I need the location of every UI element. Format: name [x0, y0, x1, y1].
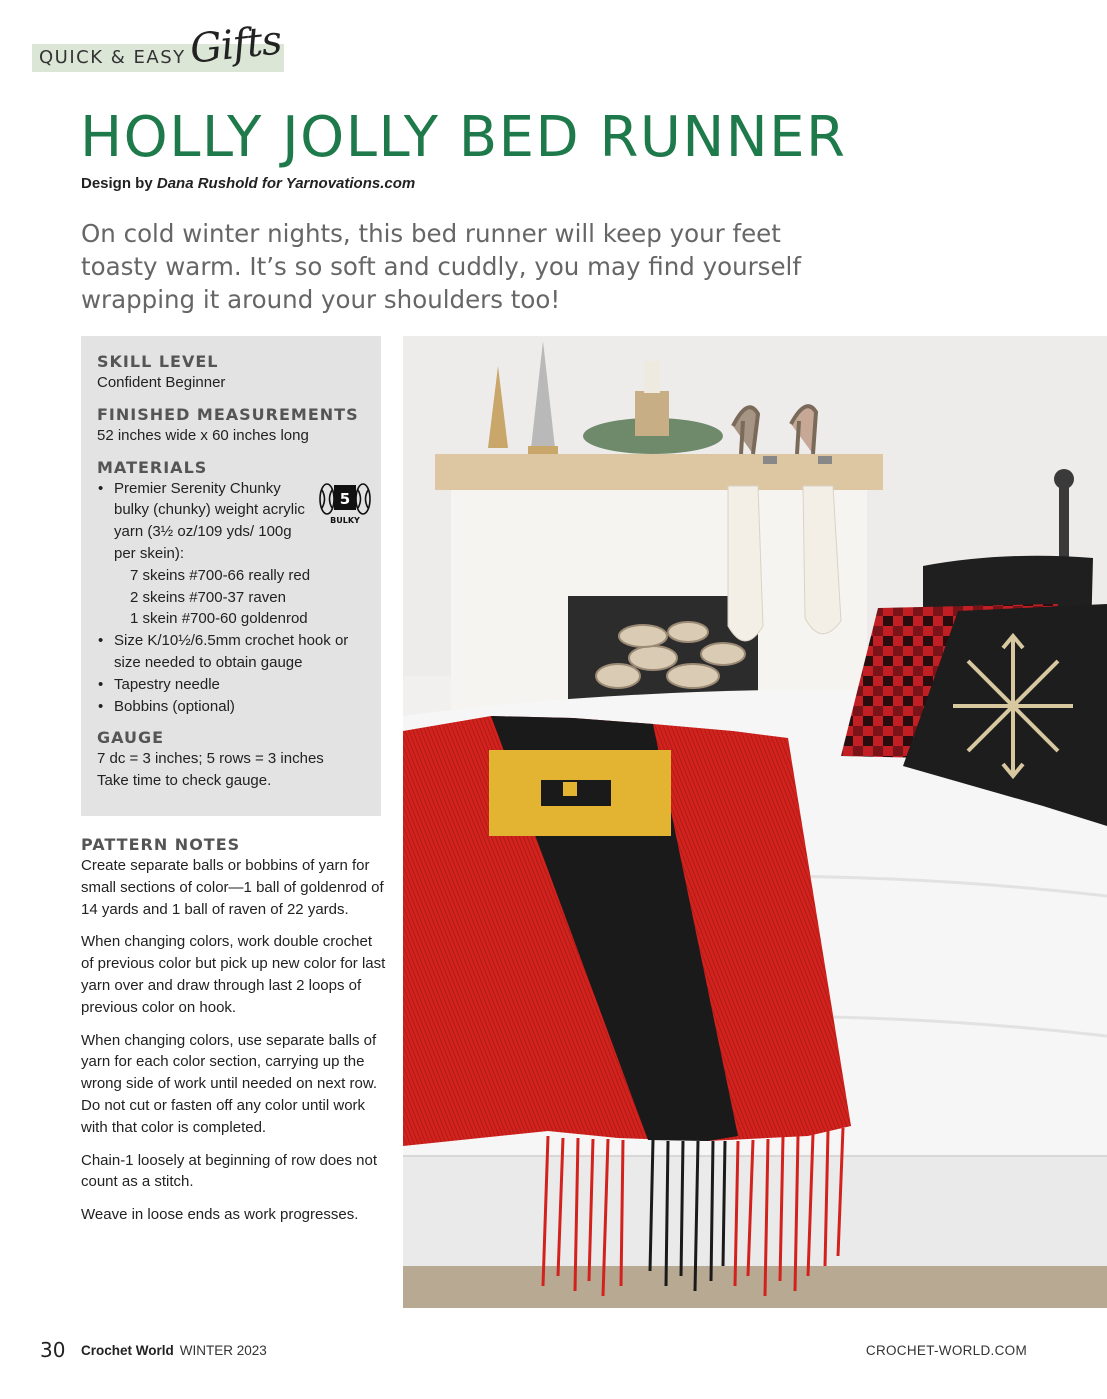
byline-prefix: Design by	[81, 175, 157, 192]
issue-label: WINTER 2023	[179, 1343, 267, 1358]
page-number: 30	[40, 1338, 66, 1362]
materials-item-yarn: • Premier Serenity Chunky bulky (chunky) weight acrylic yarn (3½ oz/109 yds/ 100g per skein):	[97, 478, 310, 565]
yarn-weight-icon	[318, 482, 372, 526]
bedroom-scene-illustration	[403, 336, 1107, 1308]
intro-paragraph: On cold winter nights, this bed runner will keep your feet toasty warm. It’s so soft and cuddly, you may find yourself wrapping it around your shoulders too!	[81, 219, 801, 314]
measurements-heading: FINISHED MEASUREMENTS	[97, 404, 359, 424]
yarn-color-line: 1 skein #700-60 goldenrod	[130, 610, 308, 628]
yarn-color-line: 2 skeins #700-37 raven	[130, 588, 286, 606]
materials-item: • Size K/10½/6.5mm crochet hook or size needed to obtain gauge	[97, 630, 377, 674]
pattern-note: Create separate balls or bobbins of yarn for small sections of color—1 ball of goldenrod of 14 yards and 1 ball of raven of 22 yards.	[81, 857, 384, 918]
skill-level-heading: SKILL LEVEL	[97, 352, 219, 371]
page-title: HOLLY JOLLY BED RUNNER	[80, 105, 847, 170]
materials-list-other	[97, 630, 377, 717]
pattern-note: Chain-1 loosely at beginning of row does not count as a stitch.	[81, 1151, 378, 1191]
materials-heading: MATERIALS	[97, 457, 208, 477]
section-tag	[32, 17, 284, 73]
pattern-note: When changing colors, work double crochet of previous color but pick up new color for last yarn over and draw through last 2 loops of previous color on hook.	[81, 933, 386, 1016]
section-tag-script: Gifts	[187, 17, 284, 73]
yarn-color-line: 7 skeins #700-66 really red	[130, 566, 311, 584]
magazine-name	[81, 1343, 267, 1358]
materials-item: • Tapestry needle	[97, 674, 377, 696]
gauge-line: 7 dc = 3 inches; 5 rows = 3 inches	[97, 750, 324, 768]
skill-level-value: Confident Beginner	[97, 374, 226, 391]
gauge-heading: GAUGE	[97, 728, 165, 748]
website-link[interactable]: CROCHET-WORLD.COM	[865, 1343, 1027, 1358]
product-photo	[403, 336, 1107, 1308]
byline	[81, 175, 415, 192]
yarn-weight-label: BULKY	[330, 516, 360, 525]
yarn-weight-number: 5	[339, 490, 351, 508]
fireplace	[435, 454, 883, 711]
byline-designer: Dana Rushold for Yarnovations.com	[156, 175, 416, 192]
pattern-notes	[81, 835, 386, 1237]
magazine-title: Crochet World	[81, 1343, 174, 1358]
page-footer	[0, 1338, 1107, 1368]
section-tag-text: QUICK & EASY	[39, 47, 186, 68]
gauge-line: Take time to check gauge.	[97, 772, 272, 790]
pattern-note: Weave in loose ends as work progresses.	[81, 1206, 359, 1224]
materials-item: • Bobbins (optional)	[97, 696, 377, 718]
measurements-value: 52 inches wide x 60 inches long	[97, 426, 309, 444]
pattern-note: When changing colors, use separate balls of yarn for each color section, carrying up the wrong side of work until needed on next row. Do not cut or fasten off any color until work with that color is completed.	[81, 1031, 378, 1136]
materials-sidebar	[81, 336, 381, 816]
pattern-notes-heading: PATTERN NOTES	[81, 835, 241, 854]
